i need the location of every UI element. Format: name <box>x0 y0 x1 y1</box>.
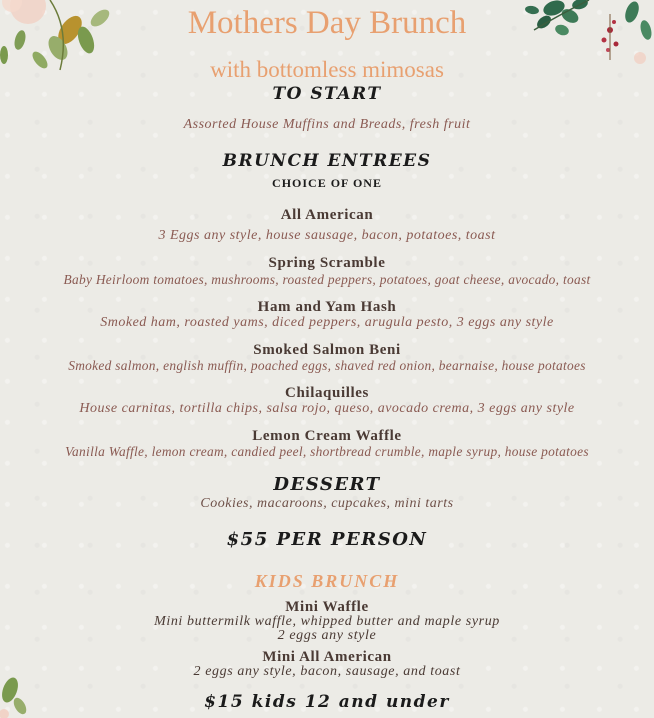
kids-dish-name: Mini All American <box>262 649 392 665</box>
dish-description: Smoked ham, roasted yams, diced peppers, arugula pesto, 3 eggs any style <box>100 315 554 330</box>
to-start-description: Assorted House Muffins and Breads, fresh fruit <box>183 117 471 132</box>
kids-dish-description: 2 eggs any style, bacon, sausage, and toast <box>193 664 461 679</box>
dish-name: Spring Scramble <box>268 255 386 271</box>
menu-subtitle: with bottomless mimosas <box>210 57 444 82</box>
dish-name: Smoked Salmon Beni <box>253 342 401 358</box>
dish-description: Baby Heirloom tomatoes, mushrooms, roasted peppers, potatoes, goat cheese, avocado, toast <box>63 272 591 287</box>
price-per-person: $55 PER PERSON <box>226 529 428 550</box>
dish-description: House carnitas, tortilla chips, salsa rojo, queso, avocado crema, 3 eggs any style <box>79 401 575 416</box>
kids-heading: KIDS BRUNCH <box>254 571 400 591</box>
entrees-choice-note: CHOICE OF ONE <box>272 176 382 190</box>
dessert-description: Cookies, macaroons, cupcakes, mini tarts <box>200 496 454 511</box>
dish-description: Vanilla Waffle, lemon cream, candied peel, shortbread crumble, maple syrup, house potatoes <box>65 444 589 459</box>
dish-name: Chilaquilles <box>285 385 369 401</box>
dish-name: Ham and Yam Hash <box>257 299 397 315</box>
kids-dish-description: Mini buttermilk waffle, whipped butter and maple syrup <box>154 614 500 629</box>
entrees-heading: BRUNCH ENTREES <box>222 151 432 171</box>
to-start-heading: TO START <box>272 84 382 104</box>
kids-price: $15 kids 12 and under <box>204 692 450 712</box>
kids-dish-description: 2 eggs any style <box>277 628 377 643</box>
kids-dish-name: Mini Waffle <box>285 599 369 615</box>
dish-name: Lemon Cream Waffle <box>252 428 402 444</box>
dish-description: 3 Eggs any style, house sausage, bacon, potatoes, toast <box>158 228 496 243</box>
dessert-heading: DESSERT <box>273 474 381 495</box>
menu-title: Mothers Day Brunch <box>187 5 467 41</box>
dish-name: All American <box>280 207 374 223</box>
dish-description: Smoked salmon, english muffin, poached eggs, shaved red onion, bearnaise, house potatoes <box>68 358 586 373</box>
